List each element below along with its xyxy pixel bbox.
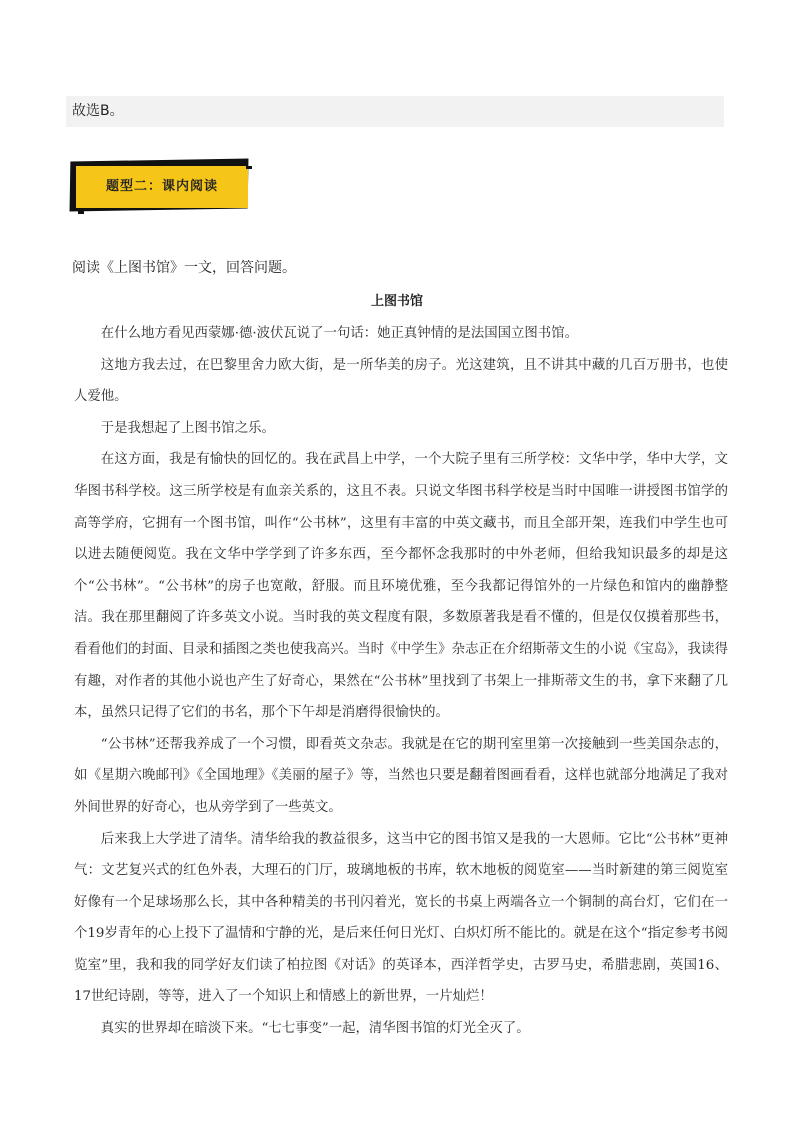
paragraph: 于是我想起了上图书馆之乐。	[100, 420, 275, 436]
paragraph: 这地方我去过，在巴黎里舍力欧大街，是一所华美的房子。光这建筑，且不讲其中藏的几百万册书，也使人爱他。	[74, 357, 728, 405]
paragraph: 在这方面，我是有愉快的回忆的。我在武昌上中学，一个大院子里有三所学校：文华中学，华中大学，文华图书科学校。这三所学校是有血亲关系的，这且不表。只说文华图书科学校是当时中国唯一讲授图书馆学的高等学府，它拥有一个图书馆，叫作“公书林”，这里有丰富的中英文藏书，而且全部开架，连我们中学生也可以进去随便阅览。我在文华中学学到了许多东西，至今都怀念我那时的中外老师，但给我知识最多的却是这个“公书林”。“公书林”的房子也宽敞，舒服。而且环境优雅，至今我都记得馆外的一片绿色和馆内的幽静整洁。我在那里翻阅了许多英文小说。当时我的英文程度有限，多数原著我是看不懂的，但是仅仅摸着那些书，看看他们的封面、目录和插图之类也使我高兴。当时《中学生》杂志正在介绍斯蒂文生的小说《宝岛》，我读得有趣，对作者的其他小说也产生了好奇心，果然在“公书林”里找到了书架上一排斯蒂文生的书，拿下来翻了几本，虽然只记得了它们的书名，那个下午却是消磨得很愉快的。	[74, 452, 728, 721]
paragraph: “公书林”还帮我养成了一个习惯，即看英文杂志。我就是在它的期刊室里第一次接触到一些美国杂志的，如《星期六晚邮刊》《全国地理》《美丽的屋子》等，当然也只要是翻着图画看看，这样也就部分地满足了我对外间世界的好奇心，也从旁学到了一些英文。	[74, 736, 728, 815]
banner-deco	[238, 162, 244, 165]
paragraph: 后来我上大学进了清华。清华给我的教益很多，这当中它的图书馆又是我的一大恩师。它比“公书林”更神气：文艺复兴式的红色外表，大理石的门厅，玻璃地板的书库，软木地板的阅览室——当时新建的第三阅览室好像有一个足球场那么长，其中各种精美的书刊闪着光，宽长的书桌上两端各立一个铜制的高台灯，它们在一个19岁青年的心上投下了温情和宁静的光，是后来任何日光灯、白炽灯所不能比的。就是在这个“指定参考书阅览室”里，我和我的同学好友们读了柏拉图《对话》的英译本，西洋哲学史，古罗马史，希腊悲剧，英国16、17世纪诗剧，等等，进入了一个知识上和情感上的新世界，一片灿烂！	[74, 831, 728, 1005]
section-banner	[70, 160, 250, 212]
section-label: 题型二：课内阅读	[76, 166, 248, 208]
paragraph: 在什么地方看见西蒙娜·德·波伏瓦说了一句话：她正真钟情的是法国国立图书馆。	[100, 326, 578, 341]
paragraph: 真实的世界却在暗淡下来。“七七事变”一起，清华图书馆的灯光全灭了。	[100, 1021, 530, 1037]
banner-deco	[70, 208, 76, 211]
article-title: 上图书馆	[370, 294, 423, 309]
answer-box	[66, 96, 724, 127]
banner-deco	[78, 211, 84, 214]
instruction: 阅读《上图书馆》一文，回答问题。	[72, 260, 296, 276]
article-body	[74, 318, 728, 1045]
banner-deco	[246, 166, 252, 169]
answer-text: 故选B。	[72, 103, 124, 119]
